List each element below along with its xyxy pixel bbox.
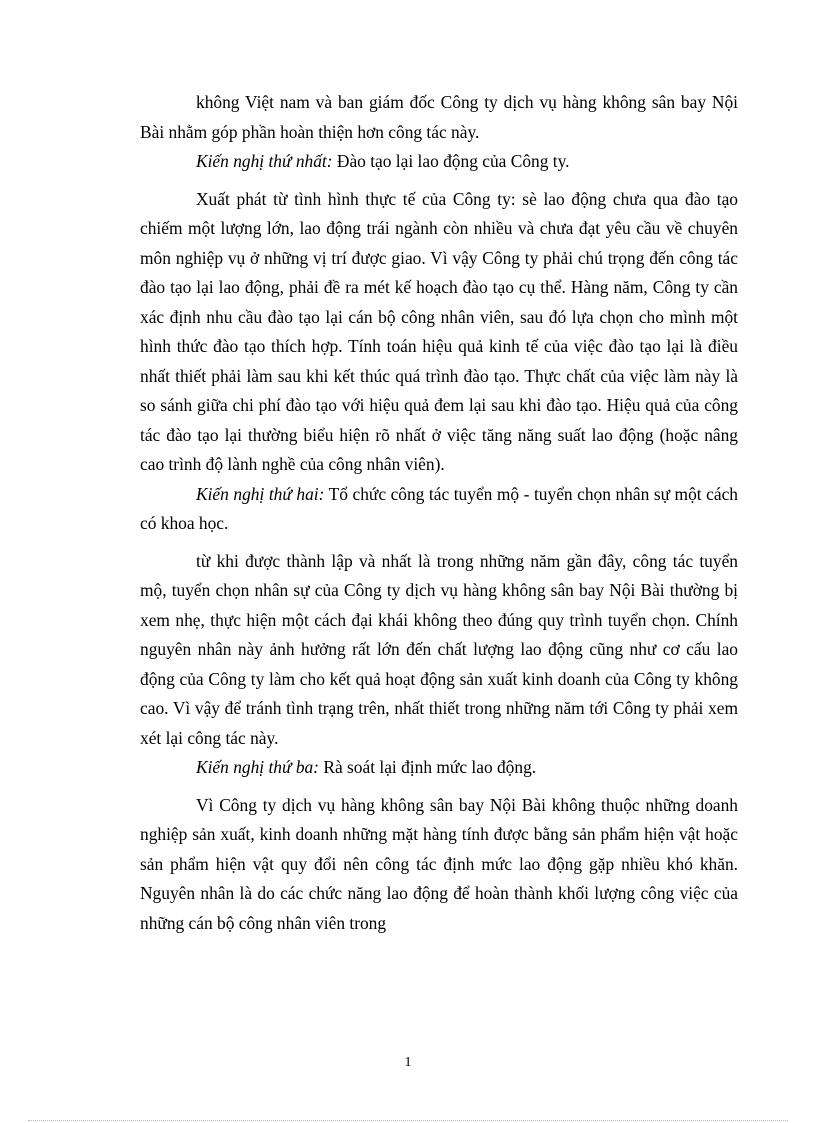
recommendation-3-label: Kiến nghị thứ ba: <box>196 757 319 777</box>
page-number: 1 <box>404 1055 412 1070</box>
recommendation-1-label: Kiến nghị thứ nhất: <box>196 151 333 171</box>
recommendation-1-title: Đào tạo lại lao động của Công ty. <box>332 151 570 171</box>
page-bottom-divider <box>28 1120 788 1121</box>
recommendation-1-body: Xuất phát từ tình hình thực tế của Công ty: sè lao động chưa qua đào tạo chiếm một lượng lớn, lao động trái ngành còn nhiều và chưa đạt yêu cầu về chuyên môn nghiệp vụ ở những vị trí được giao. Vì vậy Công ty phải chú trọng đến công tác đào tạo lại lao động, phải đề ra mét kế hoạch đào tạo cụ thể. Hàng năm, Công ty cần xác định nhu cầu đào tạo lại cán bộ công nhân viên, sau đó lựa chọn cho mình một hình thức đào tạo thích hợp. Tính toán hiệu quả kinh tế của việc đào tạo lại là điều nhất thiết phải làm sau khi kết thúc quá trình đào tạo. Thực chất của việc làm này là so sánh giữa chi phí đào tạo với hiệu quả đem lại sau khi đào tạo. Hiệu quả của công tác đào tạo lại thường biểu hiện rõ nhất ở việc tăng năng suất lao động (hoặc nâng cao trình độ lành nghề của công nhân viên). <box>140 188 738 474</box>
recommendation-3-heading <box>140 753 738 783</box>
recommendation-1-heading <box>140 147 738 177</box>
recommendation-2-title: Tổ chức công tác tuyển mộ - tuyển chọn nhân sự một cách có khoa học. <box>140 483 738 533</box>
recommendation-2-body: từ khi được thành lập và nhất là trong những năm gần đây, công tác tuyển mộ, tuyển chọn nhân sự của Công ty dịch vụ hàng không sân bay Nội Bài thường bị xem nhẹ, thực hiện một cách đại khái không theo đúng quy trình tuyển chọn. Chính nguyên nhân này ảnh hưởng rất lớn đến chất lượng lao động cũng như cơ cấu lao động của Công ty làm cho kết quả hoạt động sản xuất kinh doanh của Công ty không cao. Vì vậy để tránh tình trạng trên, nhất thiết trong những năm tới Công ty phải xem xét lại công tác này. <box>140 550 738 748</box>
recommendation-2-heading <box>140 480 738 539</box>
recommendation-2-label: Kiến nghị thứ hai: <box>196 483 325 504</box>
recommendation-3-title: Rà soát lại định mức lao động. <box>319 757 537 777</box>
intro-paragraph: không Việt nam và ban giám đốc Công ty dịch vụ hàng không sân bay Nội Bài nhằm góp phần hoàn thiện hơn công tác này. <box>140 92 738 142</box>
page-body <box>140 88 738 938</box>
recommendation-3-body: Vì Công ty dịch vụ hàng không sân bay Nội Bài không thuộc những doanh nghiệp sản xuất, kinh doanh những mặt hàng tính được bằng sản phẩm hiện vật hoặc sản phẩm hiện vật quy đổi nên công tác định mức lao động gặp nhiều khó khăn. Nguyên nhân là do các chức năng lao động để hoàn thành khối lượng công việc của những cán bộ công nhân viên trong <box>140 794 738 933</box>
